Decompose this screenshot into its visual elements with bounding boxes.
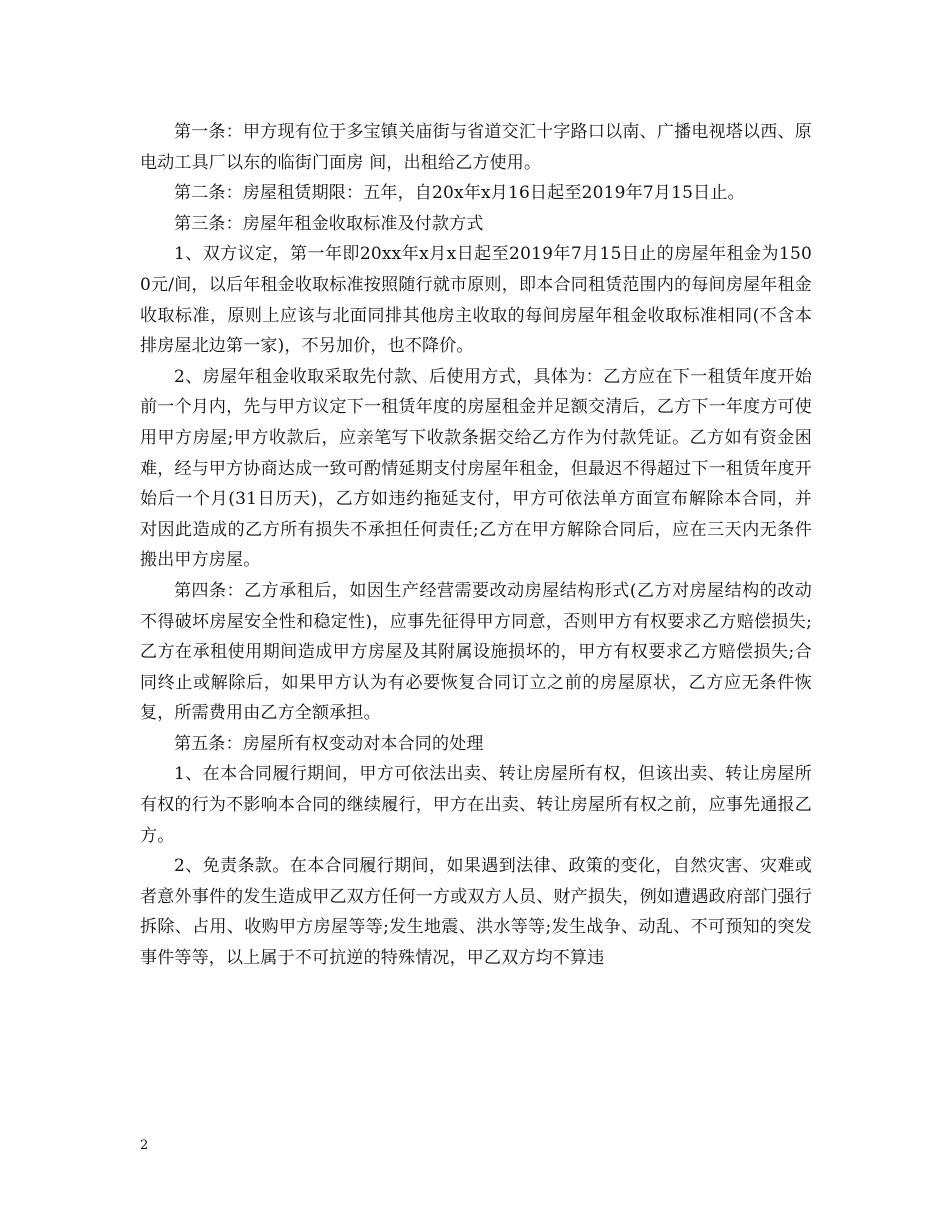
clause-1-paragraph: 第一条：甲方现有位于多宝镇关庙街与省道交汇十字路口以南、广播电视塔以西、原电动工具厂以东的临街门面房 间，出租给乙方使用。	[140, 122, 812, 173]
clause-3-item-2: 2、房屋年租金收取采取先付款、后使用方式，具体为：乙方应在下一租赁年度开始前一个月内，先与甲方议定下一租赁年度的房屋租金并足额交清后，乙方下一年度方可使用甲方房屋;甲方收款后，应亲笔写下收款条据交给乙方作为付款凭证。乙方如有资金困难，经与甲方协商达成一致可酌情延期支付房屋年租金，但最迟不得超过下一租赁年度开始后一个月(31日历天)，乙方如违约拖延支付，甲方可依法单方面宣布解除本合同，并对因此造成的乙方所有损失不承担任何责任;乙方在甲方解除合同后，应在三天内无条件搬出甲方房屋。	[140, 366, 812, 571]
clause-4-paragraph: 第四条：乙方承租后，如因生产经营需要改动房屋结构形式(乙方对房屋结构的改动不得破坏房屋安全性和稳定性)，应事先征得甲方同意，否则甲方有权要求乙方赔偿损失;乙方在承租使用期间造成甲方房屋及其附属设施损坏的，甲方有权要求乙方赔偿损失;合同终止或解除后，如果甲方认为有必要恢复合同订立之前的房屋原状，乙方应无条件恢复，所需费用由乙方全额承担。	[140, 580, 812, 724]
clause-5-heading: 第五条：房屋所有权变动对本合同的处理	[174, 733, 484, 754]
clause-3-heading: 第三条：房屋年租金收取标准及付款方式	[174, 213, 484, 234]
clause-2-paragraph: 第二条：房屋租赁期限：五年，自20x年x月16日起至2019年7月15日止。	[174, 183, 745, 204]
page-number: 2	[140, 1138, 149, 1153]
clause-5-item-2: 2、免责条款。在本合同履行期间，如果遇到法律、政策的变化，自然灾害、灾难或者意外事件的发生造成甲乙双方任何一方或双方人员、财产损失，例如遭遇政府部门强行拆除、占用、收购甲方房屋等等;发生地震、洪水等等;发生战争、动乱、不可预知的突发事件等等，以上属于不可抗逆的特殊情况，甲乙双方均不算违	[140, 856, 812, 969]
clause-5-item-1: 1、在本合同履行期间，甲方可依法出卖、转让房屋所有权，但该出卖、转让房屋所有权的行为不影响本合同的继续履行，甲方在出卖、转让房屋所有权之前，应事先通报乙方。	[140, 764, 812, 846]
clause-3-item-1: 1、双方议定，第一年即20xx年x月x日起至2019年7月15日止的房屋年租金为1500元/间，以后年租金收取标准按照随行就市原则，即本合同租赁范围内的每间房屋年租金收取标准，原则上应该与北面同排其他房主收取的每间房屋年租金收取标准相同(不含本排房屋北边第一家)，不另加价，也不降价。	[140, 244, 812, 357]
document-body	[140, 117, 812, 974]
